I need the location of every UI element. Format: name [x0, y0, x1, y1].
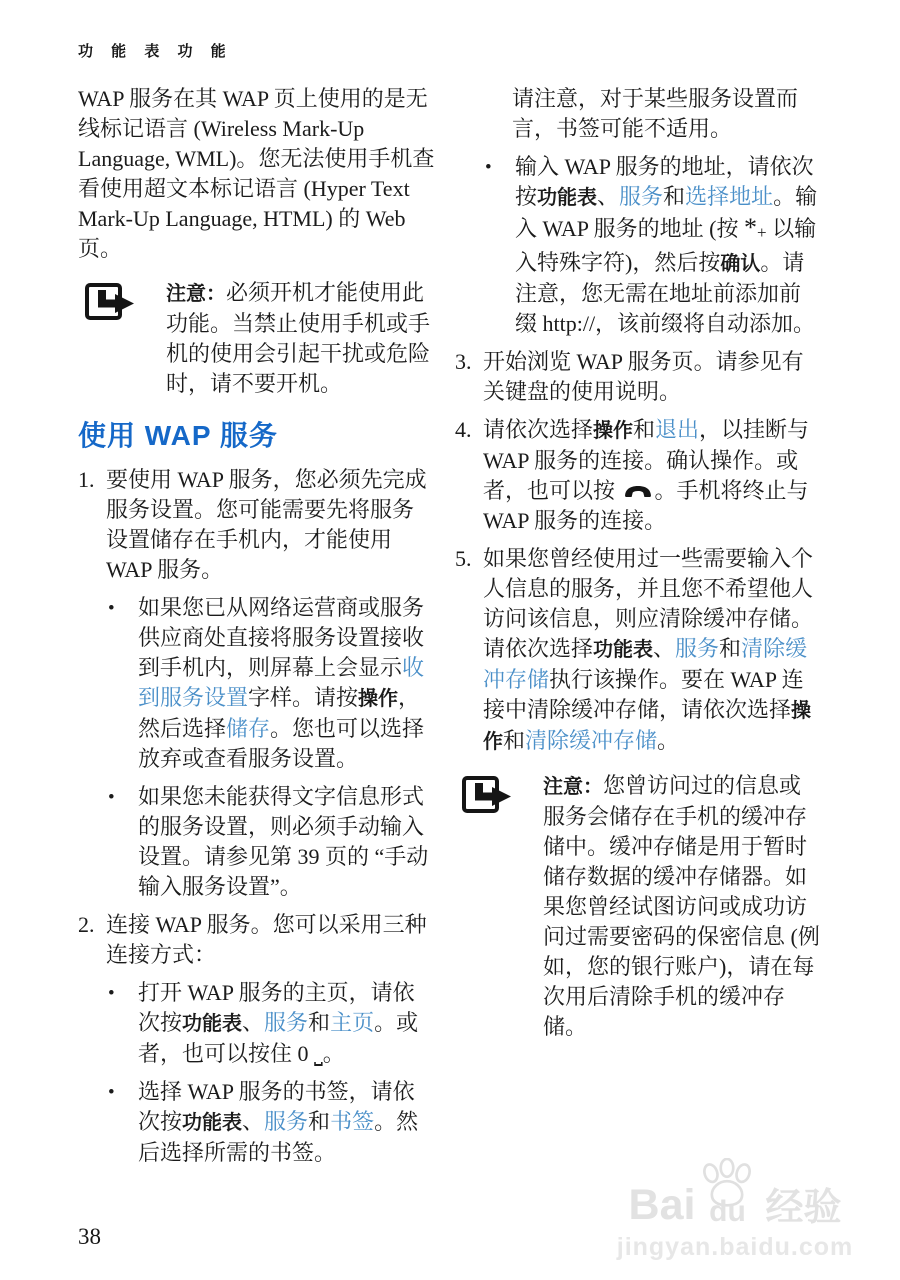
- text-segment: 。然后选择所需的书签。: [138, 1109, 419, 1165]
- end-call-icon: [621, 478, 655, 503]
- bullet-item: [485, 152, 821, 339]
- key-term: 确认: [720, 253, 761, 275]
- text-segment: 和: [308, 1010, 331, 1035]
- key-term: 操作: [358, 688, 399, 710]
- watermark-url: jingyan.baidu.com: [616, 1233, 854, 1261]
- text-segment: 请注意，对于某些服务设置而言，书签可能不适用。: [512, 86, 799, 141]
- text-segment: 打开 WAP 服务的主页，请依次按: [138, 980, 415, 1035]
- item-text: [515, 152, 821, 339]
- baidu-jingyan-text: 经验: [765, 1187, 842, 1229]
- link-text[interactable]: 收到服务设置: [138, 655, 425, 710]
- link-text[interactable]: 书签: [330, 1109, 375, 1134]
- numbered-item: [78, 465, 435, 585]
- text-segment: 和: [719, 636, 742, 661]
- item-text: [106, 465, 435, 585]
- item-number: 1.: [78, 467, 95, 492]
- bullet-item: [108, 1077, 435, 1168]
- note-arrow-icon: [455, 771, 543, 1042]
- key-term: 功能表: [593, 639, 654, 661]
- bullet-dot: •: [108, 983, 115, 1004]
- link-text[interactable]: 清除缓冲存储: [525, 728, 658, 753]
- link-text[interactable]: 储存: [226, 716, 271, 741]
- text-segment: 开始浏览 WAP 服务页。请参见有关键盘的使用说明。: [483, 349, 804, 404]
- item-text: [106, 910, 435, 970]
- bullet-dot: •: [108, 1082, 115, 1103]
- text-segment: 和: [503, 728, 526, 753]
- text-segment: *: [743, 213, 757, 242]
- baidu-logo-text-left: Bai: [628, 1181, 696, 1229]
- numbered-item: [78, 910, 435, 970]
- text-segment: 和: [308, 1109, 331, 1134]
- running-header: 功 能 表 功 能: [78, 43, 233, 60]
- paragraph: [78, 84, 435, 264]
- text-segment: 以输入特殊字符)，然后按: [515, 216, 817, 275]
- item-number: 4.: [455, 417, 472, 442]
- text-segment: 连接 WAP 服务。您可以采用三种连接方式：: [106, 912, 427, 967]
- text-segment: 字样。请按: [248, 685, 359, 710]
- column-left: [78, 84, 435, 1176]
- text-segment: 、: [242, 1010, 265, 1035]
- note-text: [543, 771, 821, 1042]
- key-term: 操作: [483, 700, 812, 753]
- item-text: [138, 593, 435, 774]
- item-number: 5.: [455, 546, 472, 571]
- text-segment: ，然后选择: [138, 685, 421, 741]
- text-segment: 。或者，也可以按住 0 ⎵。: [138, 1010, 419, 1066]
- text-segment: 执行该操作。要在 WAP 连接中清除缓冲存储，请依次选择: [483, 667, 804, 722]
- link-text[interactable]: 选择地址: [685, 184, 774, 209]
- text-segment: +: [756, 223, 767, 242]
- item-text: [138, 1077, 435, 1168]
- note-block: [78, 278, 435, 399]
- text-segment: 和: [633, 417, 656, 442]
- numbered-item: [455, 347, 821, 407]
- text-segment: 。输入 WAP 服务的地址 (按: [515, 184, 818, 241]
- text-segment: 和: [663, 184, 686, 209]
- text-segment: 。请注意，您无需在地址前添加前缀 http://，该前缀将自动添加。: [515, 250, 816, 336]
- item-number: 2.: [78, 912, 95, 937]
- link-text[interactable]: 退出: [655, 417, 700, 442]
- bullet-item: [108, 978, 435, 1069]
- key-term: 注意：: [166, 283, 226, 305]
- text-segment: 。手机将终止与 WAP 服务的连接。: [483, 478, 809, 533]
- bullet-dot: •: [108, 787, 115, 808]
- item-text: [138, 782, 435, 902]
- text-segment: 如果您未能获得文字信息形式的服务设置，则必须手动输入设置。请参见第 39 页的 “手动输入服务设置”。: [138, 784, 429, 899]
- text-segment: 要使用 WAP 服务，您必须先完成服务设置。您可能需要先将服务设置储存在手机内，才能使用 WAP 服务。: [106, 467, 427, 582]
- section-heading: 使用 WAP 服务: [78, 420, 278, 451]
- baidu-logo: [610, 1158, 860, 1227]
- baidu-logo-text-right: du: [709, 1195, 746, 1228]
- text-segment: 、: [242, 1109, 265, 1134]
- item-text: [138, 978, 435, 1069]
- text-segment: 。您也可以选择放弃或查看服务设置。: [138, 716, 425, 771]
- paragraph: [512, 84, 821, 144]
- baidu-watermark: [610, 1158, 860, 1262]
- link-text[interactable]: 服务: [675, 636, 720, 661]
- column-right: [455, 84, 821, 1050]
- text-segment: 。: [657, 728, 680, 753]
- text-segment: WAP 服务在其 WAP 页上使用的是无线标记语言 (Wireless Mark-Up Language, WML)。您无法使用手机查看使用超文本标记语言 (Hyper Text Mark-Up Language, HTML) 的 Web 页。: [78, 86, 435, 261]
- text-segment: ，以挂断与 WAP 服务的连接。确认操作。或者，也可以按: [483, 417, 810, 503]
- link-text[interactable]: 清除缓冲存储: [483, 636, 808, 692]
- text-segment: 、: [597, 184, 620, 209]
- note-block: [455, 771, 821, 1042]
- bullet-dot: •: [108, 598, 115, 619]
- baidu-logo-du-wrap: [698, 1158, 756, 1227]
- bullet-dot: •: [485, 157, 492, 178]
- bullet-item: [108, 593, 435, 774]
- link-text[interactable]: 服务: [264, 1109, 309, 1134]
- note-text: [166, 278, 435, 399]
- note-arrow-icon: [78, 278, 166, 399]
- text-segment: 必须开机才能使用此功能。当禁止使用手机或手机的使用会引起干扰或危险时，请不要开机。: [166, 280, 431, 396]
- link-text[interactable]: 服务: [619, 184, 664, 209]
- item-text: [483, 415, 821, 536]
- key-term: 功能表: [537, 187, 598, 209]
- text-segment: 如果您已从网络运营商或服务供应商处直接将服务设置接收到手机内，则屏幕上会显示: [138, 595, 425, 680]
- text-segment: 、: [653, 636, 676, 661]
- text-segment: 您曾访问过的信息或服务会储存在手机的缓冲存储中。缓冲存储是用于暂时储存数据的缓冲存储器。如果您曾经试图访问或成功访问过需要密码的保密信息 (例如，您的银行账户)，请在每次用后清除手机的缓冲存储。: [543, 773, 820, 1039]
- key-term: 操作: [593, 420, 634, 442]
- text-segment: 请依次选择: [483, 417, 594, 442]
- item-number: 3.: [455, 349, 472, 374]
- link-text[interactable]: 主页: [330, 1010, 375, 1035]
- text-segment: 如果您曾经使用过一些需要输入个人信息的服务，并且您不希望他人访问该信息，则应清除缓冲存储。请依次选择: [483, 546, 814, 661]
- key-term: 功能表: [182, 1112, 243, 1134]
- page-number: 38: [78, 1224, 101, 1249]
- bullet-item: [108, 782, 435, 902]
- numbered-item: [455, 544, 821, 757]
- text-segment: 选择 WAP 服务的书签，请依次按: [138, 1079, 415, 1134]
- key-term: 注意：: [543, 776, 603, 798]
- text-segment: 输入 WAP 服务的地址，请依次按: [515, 154, 814, 209]
- numbered-item: [455, 415, 821, 536]
- key-term: 功能表: [182, 1013, 243, 1035]
- item-text: [483, 347, 821, 407]
- item-text: [483, 544, 821, 757]
- link-text[interactable]: 服务: [264, 1010, 309, 1035]
